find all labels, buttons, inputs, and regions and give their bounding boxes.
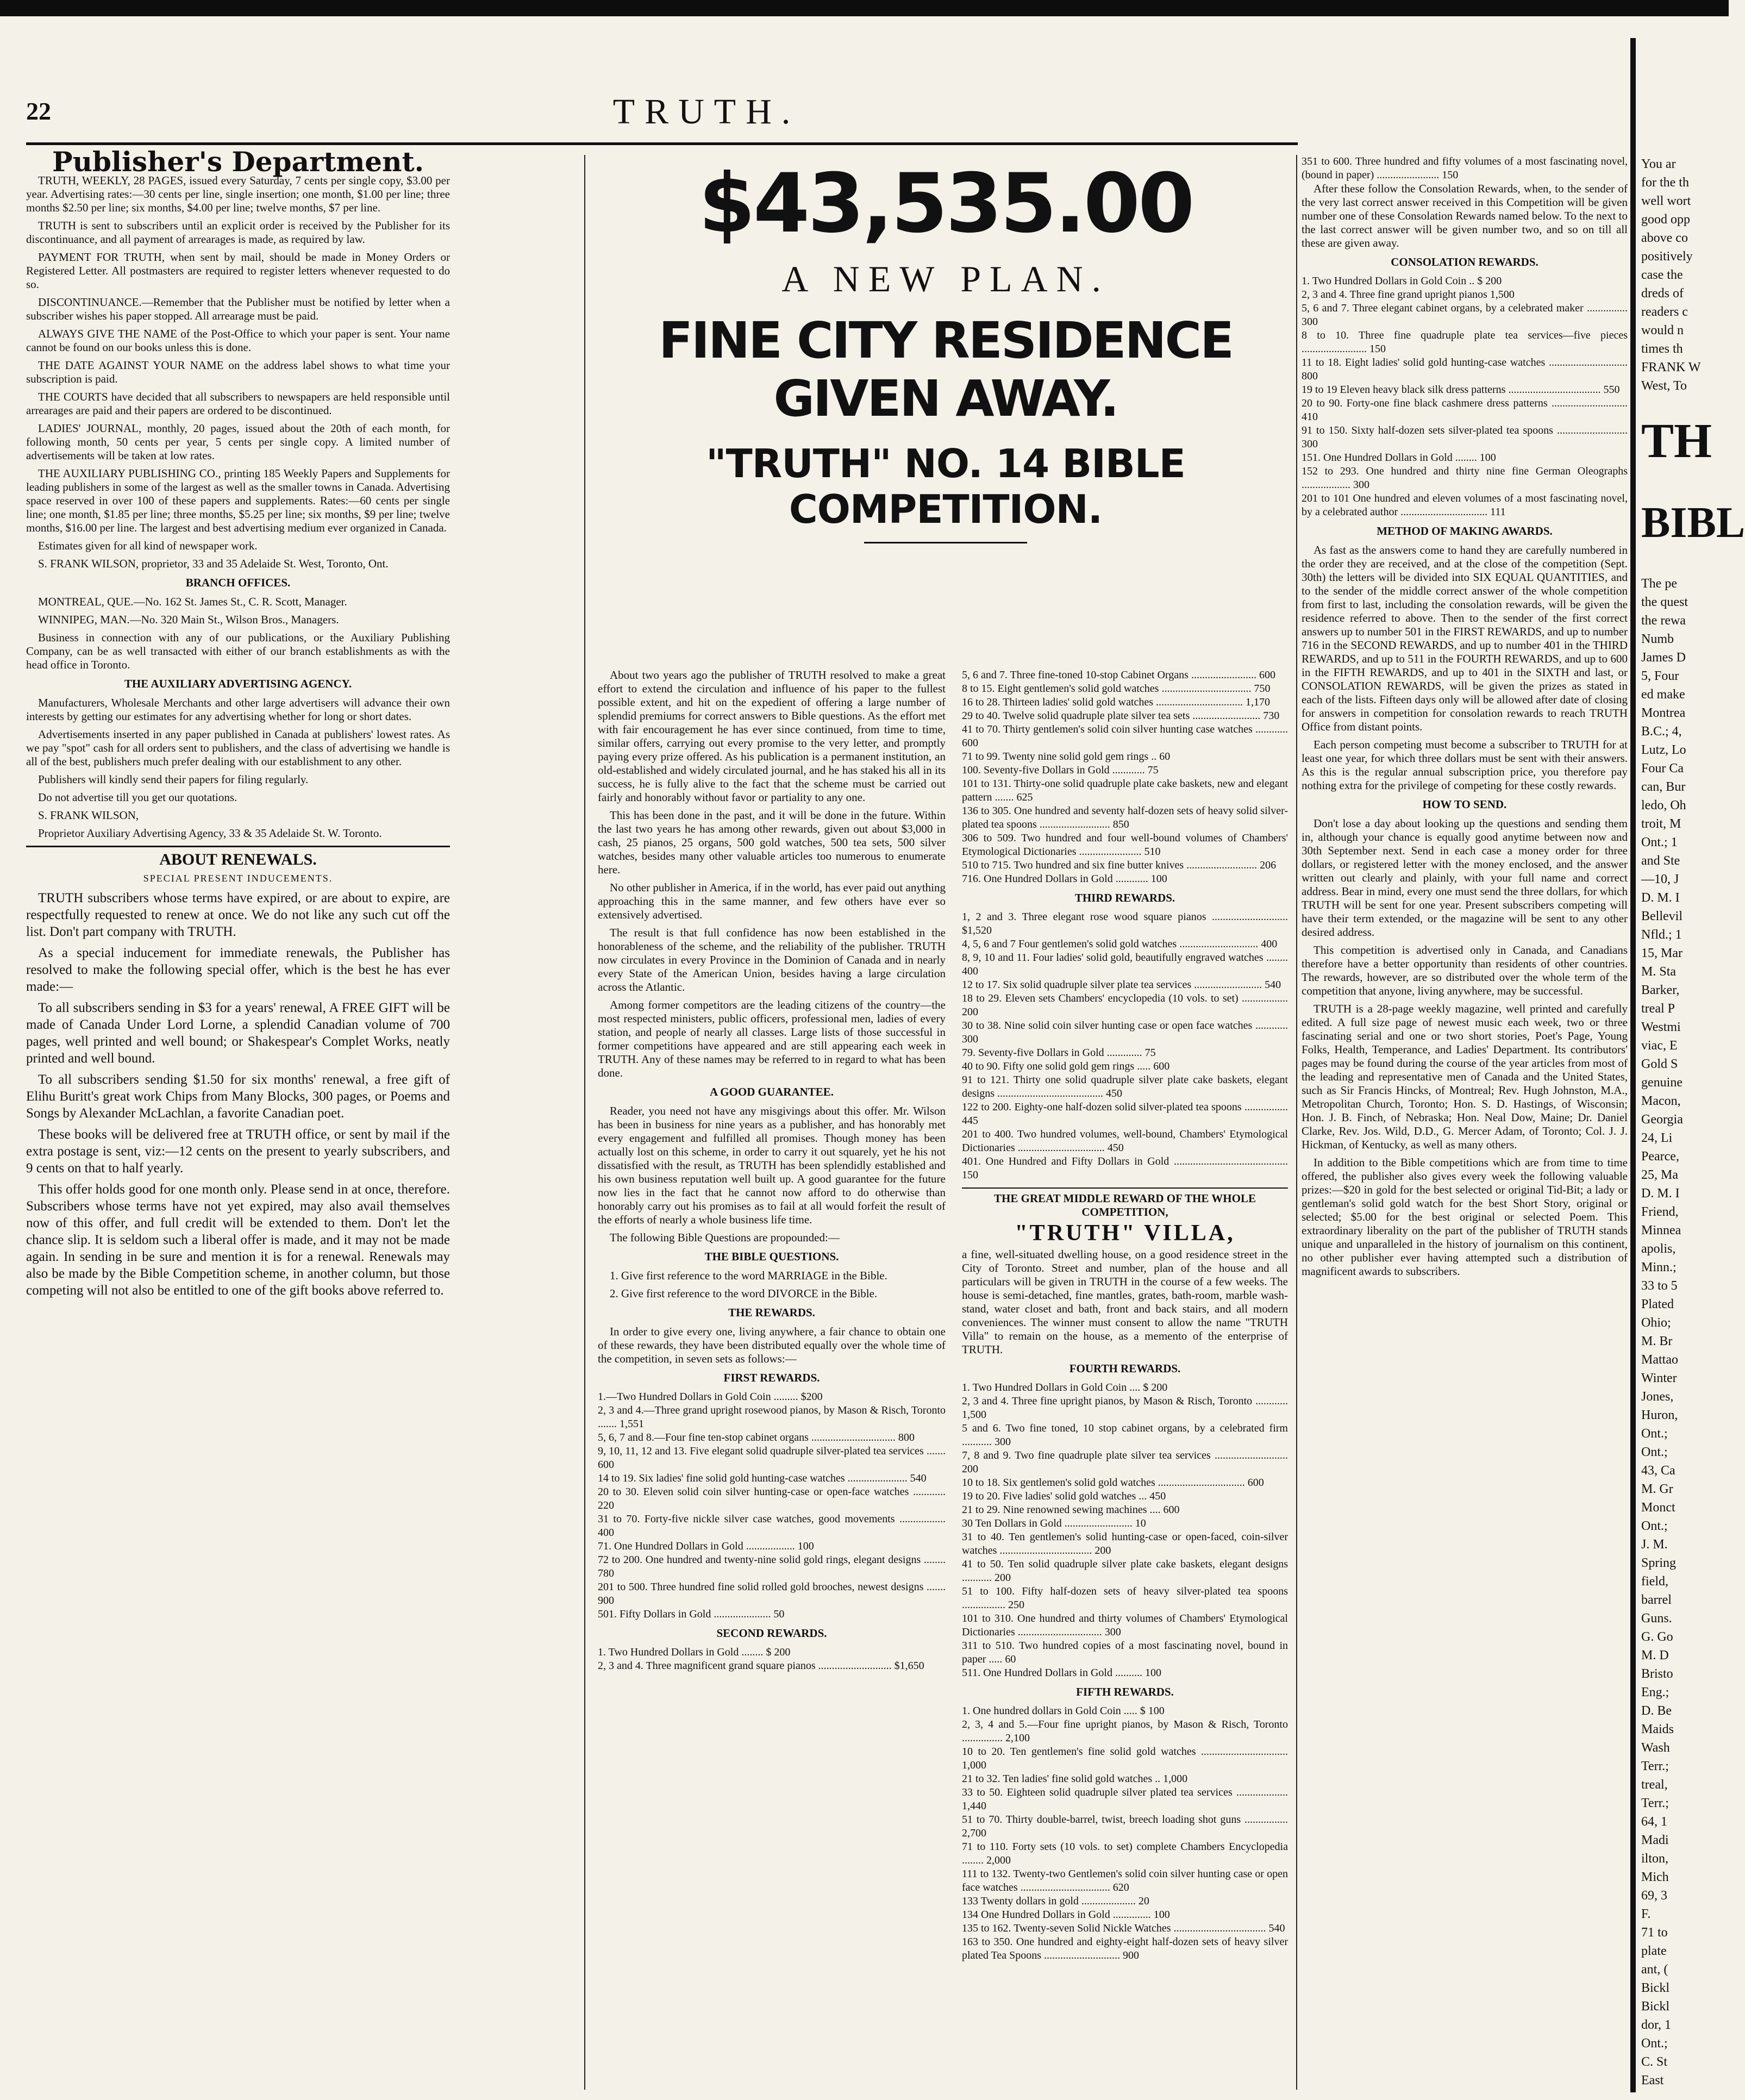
reward-line-11: 716. One Hundred Dollars in Gold ............ 100 (962, 873, 1167, 885)
text-line-35: Minnea (1641, 1223, 1681, 1238)
reward-line-3: 8 to 10. Three fine quadruple plate tea services—five pieces ........................ 150 (1302, 329, 1628, 355)
text-line-43: Winter (1641, 1371, 1677, 1385)
reward-line-6: 20 to 90. Forty-one fine black cashmere dress patterns ............................ 410 (1302, 397, 1628, 423)
reward-line-1: 2, 3 and 4. Three fine grand upright pianos 1,500 (1302, 289, 1515, 301)
reward-line-5: 20 to 30. Eleven solid coin silver hunting-case or open-face watches ............ 220 (598, 1486, 946, 1511)
questions-heading: THE BIBLE QUESTIONS. (704, 1250, 839, 1263)
method-heading: METHOD OF MAKING AWARDS. (1377, 524, 1553, 538)
text-line-56: Guns. (1641, 1611, 1672, 1626)
text-line-21: M. Sta (1641, 965, 1677, 979)
reward-line-10: 135 to 162. Twenty-seven Solid Nickle Watches .................................. 540 (962, 1922, 1285, 1934)
method-text-2: Each person competing must become a subscriber to TRUTH for at least one year, for which three dollars must be sent with their answers. As this is the regular annual subscription price, you therefore pay nothing extra for the privilege of competing for these costly rewards. (1302, 738, 1628, 792)
reward-line-7: 71. One Hundred Dollars in Gold .................. 100 (598, 1540, 814, 1552)
reward-line-5: 19 to 20. Five ladies' solid gold watches ... 450 (962, 1490, 1166, 1502)
text-line-2: No other publisher in America, if in the world, has ever paid out anything approaching this in the same manner, and few others have ever so extensively advertised. (598, 881, 946, 921)
text-line-3: Do not advertise till you get our quotations. (38, 791, 237, 804)
reward-line-9: 134 One Hundred Dollars in Gold .............. 100 (962, 1909, 1170, 1921)
reward-line-3: 9, 10, 11, 12 and 13. Five elegant solid quadruple silver-plated tea services ....... 600 (598, 1445, 946, 1471)
text-line-23: treal P (1641, 1002, 1675, 1016)
renewals-subheading: SPECIAL PRESENT INDUCEMENTS. (143, 873, 333, 884)
text-line-78: dor, 1 (1641, 2018, 1672, 2032)
text-line-3: DISCONTINUANCE.—Remember that the Publisher must be notified by letter when a subscriber wishes his paper stopped. All arrearage must be paid. (26, 296, 450, 322)
column-title: Publisher's Department. (52, 146, 424, 178)
text-line-10: S. FRANK WILSON, proprietor, 33 and 35 Adelaide St. West, Toronto, Ont. (38, 557, 389, 570)
reward-line-5: 30 to 38. Nine solid coin silver hunting case or open face watches ............ 300 (962, 1020, 1288, 1045)
reward-line-1: 2, 3, 4 and 5.—Four fine upright pianos, by Mason & Risch, Toronto ............... 2,100 (962, 1718, 1288, 1744)
reward-line-9: 122 to 200. Eighty-one half-dozen solid silver-plated tea spoons ................ 445 (962, 1101, 1288, 1127)
text-line-40: Ohio; (1641, 1316, 1671, 1330)
reward-line-0: 1. Two Hundred Dollars in Gold Coin .... $ 200 (962, 1382, 1168, 1393)
fourth-rewards-list (962, 1381, 1288, 1680)
text-line-29: Georgia (1641, 1112, 1683, 1127)
reward-line-8: 151. One Hundred Dollars in Gold ........ 100 (1302, 452, 1496, 464)
text-line-3: In addition to the Bible competitions which are from time to time offered, the publisher also gives every week the following valuable prizes:—$20 in gold for the best selected or original Tid-Bit; a lady or gentleman's solid gold watch for the best Short Story, original or selected; $5.00 for the best original or selected Poem. This extraordinary liberality on the part of the publisher of TRUTH stands unique and unparalleled in the history of journalism on this continent, no other publisher ever having attempted such a distribution of magnificent awards to subscribers. (1302, 1156, 1628, 1278)
text-line-18: Bellevil (1641, 909, 1683, 923)
text-line-47: Ont.; (1641, 1445, 1668, 1459)
text-line-3: Numb (1641, 632, 1674, 646)
reward-line-2: 8, 9, 10 and 11. Four ladies' solid gold, beautifully engraved watches ........ 400 (962, 952, 1288, 977)
reward-line-10: 201 to 101 One hundred and eleven volumes of a most fascinating novel, by a celebrated author ................................ 111 (1302, 492, 1628, 518)
text-line-6: ed make (1641, 688, 1685, 702)
text-line-31: Pearce, (1641, 1149, 1679, 1164)
text-line-27: genuine (1641, 1076, 1683, 1090)
reward-line-4: 41 to 70. Thirty gentlemen's solid coin silver hunting case watches ............ 600 (962, 723, 1288, 749)
rewards-heading: THE REWARDS. (728, 1306, 815, 1319)
text-line-66: Terr.; (1641, 1796, 1669, 1810)
reward-line-2: 5 and 6. Two fine toned, 10 stop cabinet organs, by a celebrated firm ........... 300 (962, 1422, 1288, 1448)
text-line-73: 71 to (1641, 1926, 1668, 1940)
text-line-54: field, (1641, 1574, 1668, 1589)
reward-line-11: 401. One Hundred and Fifty Dollars in Gold .......................................... 150 (962, 1155, 1288, 1181)
text-line-3: The result is that full confidence has now been established in the honorableness of the scheme, and the reliability of the publisher. TRUTH now circulates in every Province in the Dominion of Canada and in nearly every State of the American Union, besides having a large circulation across the Atlantic. (598, 926, 946, 993)
text-line-65: treal, (1641, 1778, 1668, 1792)
text-line-6: case the (1641, 268, 1683, 282)
publishers-department-column (26, 146, 450, 2090)
text-line-0: TRUTH subscribers whose terms have expired, or are about to expire, are respectfully requested to renew at once. We do not like any such cut off the list. Don't part company with TRUTH. (26, 891, 450, 939)
text-line-0: About two years ago the publisher of TRUTH resolved to make a great effort to extend the circulation and influence of his paper to the fullest possible extent, and hit on the expedient of offering a large number of splendid premiums for correct answers to Bible questions. As the effort met with fair encouragement he has ever since continued, from time to time, similar offers, carrying out every promise to the very letter, and promptly paying every prize offered. As his publication is a permanent institution, an old-established and widely circulated journal, and he has staked his all in its success, he is fully alive to the fact that the scheme must be carried out fairly and honorably without favor or partiality to any one. (598, 668, 946, 804)
text-line-64: Terr.; (1641, 1759, 1669, 1773)
text-line-41: M. Br (1641, 1334, 1673, 1348)
consolation-intro: After these follow the Consolation Rewards, when, to the sender of the very last correct answer received in this Competition will be given number one of these Consolation Rewards named below. To the next to the last correct answer will be given number two, and so on till all these are given away. (1302, 182, 1628, 249)
header-rule (26, 142, 1298, 145)
publisher-notices (26, 174, 450, 571)
reward-line-11: 101 to 310. One hundred and thirty volumes of Chambers' Etymological Dictionaries ............................... 300 (962, 1612, 1288, 1638)
villa-description: a fine, well-situated dwelling house, on a good residence street in the City of Toronto. Street and number, plan of the house and all particulars will be given in TRUTH in the course of a few weeks. The house is semi-detached, fine mantles, grates, bath-room, marble wash-stand, water closet and bath, front and back stairs, and all modern conveniences. The winner must consent to allow the name "TRUTH Villa" to remain on the house, as a memento of the enterprise of TRUTH. (962, 1248, 1288, 1356)
text-line-5: 5, Four (1641, 669, 1679, 683)
text-line-60: Eng.; (1641, 1685, 1669, 1699)
awards-column (1302, 155, 1628, 2090)
rewards-intro: In order to give every one, living anywhere, a fair chance to obtain one of these rewards, they have been distributed equally over the whole time of the competition, in seven sets as follows:— (598, 1325, 946, 1365)
text-line-3: To all subscribers sending $1.50 for six months' renewal, a free gift of Elihu Buritt's great work Chips from Many Blocks, 300 pages, or Poems and Songs by Alexander McLachlan, a favorite Canadian poet. (26, 1072, 450, 1121)
text-line-12: West, To (1641, 379, 1687, 393)
text-line-0: Reader, you need not have any misgivings about this offer. Mr. Wilson has been in business for nine years as a publisher, and has honorably met every engagement and fulfilled all promises. Though money has been actually lost on this scheme, in order to carry it out squarely, yet he his not dissatisfied with the result, as TRUTH has been splendidly established and his own business reputation well built up. A good guarantee for the future now lies in the fact that he cannot now afford to do otherwise than honorably carry out his promises as to fail at all would forfeit the result of the efforts of nearly a whole business life time. (598, 1104, 946, 1226)
reward-line-1: 2, 3 and 4.—Three grand upright rosewood pianos, by Mason & Risch, Toronto ....... 1,551 (598, 1404, 946, 1430)
text-line-4: above co (1641, 231, 1688, 245)
reward-line-0: 5, 6 and 7. Three fine-toned 10-stop Cabinet Organs ........................ 600 (962, 669, 1275, 681)
text-line-42: Mattao (1641, 1353, 1678, 1367)
text-line-19: Nfld.; 1 (1641, 928, 1682, 942)
text-line-71: 69, 3 (1641, 1889, 1667, 1903)
reward-line-2: 5, 6 and 7. Three elegant cabinet organs, by a celebrated maker ............... 300 (1302, 302, 1628, 328)
text-line-32: 25, Ma (1641, 1168, 1678, 1182)
reward-line-10: 51 to 100. Fifty half-dozen sets of heavy silver-plated tea spoons ................ 250 (962, 1585, 1288, 1611)
text-line-59: Bristo (1641, 1667, 1673, 1681)
reward-line-7: 30 Ten Dollars in Gold ......................... 10 (962, 1517, 1146, 1529)
text-line-8: THE AUXILIARY PUBLISHING CO., printing 185 Weekly Papers and Supplements for leading publishers in some of the largest as well as the smaller towns in Canada. Advertising space reserved in over 100 of these papers and supplements. Rates:—60 cents per single line; one month, $1.85 per line; three months, $5.25 per line; six months, $9 per line; twelve months, $16.00 per line. The largest and best advertising medium ever organized in Canada. (26, 467, 450, 534)
reward-line-5: 51 to 70. Thirty double-barrel, twist, breech loading shot guns ................ 2,700 (962, 1814, 1288, 1839)
text-line-61: D. Be (1641, 1704, 1672, 1718)
reward-line-1: 2, 3 and 4. Three fine upright pianos, by Mason & Risch, Toronto ............ 1,500 (962, 1395, 1288, 1421)
text-line-5: This offer holds good for one month only. Please send in at once, therefore. Subscribers whose terms have not yet expired, may also avail themselves now of this offer, and full credit will be extended to them. Don't let the chance slip. It is seldom such a liberal offer is made, and it may not be made again. In sending in be sure and mention it is for a renewal. Renewals may also be made by the Bible Competition scheme, in another column, but those competing will not also be entitled to one of the gift books above referred to. (26, 1182, 450, 1298)
competition-headline: "TRUTH" NO. 14 BIBLE COMPETITION. (706, 441, 1185, 532)
reward-line-11: 163 to 350. One hundred and eighty-eight half-dozen sets of heavy silver plated Tea Spoons ............................ 900 (962, 1936, 1288, 1961)
text-line-0: You ar (1641, 157, 1676, 171)
text-line-2: To all subscribers sending in $3 for a years' renewal, A FREE GIFT will be made of Canada Under Lord Lorne, a splendid Canadian volume of 700 pages, well printed and well bound; or Shakespear's Complet Works, neatly printed and well bound. (26, 1001, 450, 1066)
fifth-rewards-heading: FIFTH REWARDS. (1076, 1685, 1174, 1698)
text-line-68: Madi (1641, 1833, 1669, 1847)
text-line-69: ilton, (1641, 1852, 1669, 1866)
prize-amount: $43,535.00 (698, 157, 1193, 251)
reward-line-10: 510 to 715. Two hundred and six fine butter knives .......................... 206 (962, 859, 1277, 871)
masthead: TRUTH. (612, 92, 800, 132)
text-line-77: Bickl (1641, 1999, 1669, 2014)
text-line-44: Jones, (1641, 1390, 1674, 1404)
consolation-heading: CONSOLATION REWARDS. (1391, 255, 1538, 268)
cropped-big-1: TH (1641, 414, 1712, 468)
top-border (0, 0, 1729, 16)
cropped-lines-top (1641, 155, 1728, 395)
reward-line-4: 11 to 18. Eight ladies' solid gold hunting-case watches ............................. 800 (1302, 357, 1628, 382)
reward-line-7: 111 to 132. Twenty-two Gentlemen's solid coin silver hunting case or open face watches ................................. 620 (962, 1868, 1288, 1893)
reward-line-0: 1.—Two Hundred Dollars in Gold Coin ......... $200 (598, 1391, 823, 1403)
residence-headline: FINE CITY RESIDENCE GIVEN AWAY. (659, 311, 1233, 428)
text-line-13: troit, M (1641, 817, 1681, 831)
page-number: 22 (26, 97, 51, 125)
method-text: As fast as the answers come to hand they are carefully numbered in the order they are received, and at the close of the competition (Sept. 30th) the letters will be divided into SIX EQUAL QUANTITIES, and to the sender of the middle correct answer of the whole competition from first to last, including the consolation rewards, will be given the residence referred to above. Then to the sender of the first correct answers up to number 501 in the FIRST REWARDS, and up to number 716 in the SECOND REWARDS, and up to number 401 in the THIRD REWARDS, and up to 511 in the FOURTH REWARDS, and up to 600 in the FIFTH REWARDS, and up to 401 in the SIXTH and last, or CONSOLATION REWARDS, will be given the prizes as stated in each of the lists. Fifteen days only will be allowed after date of closing for answers in competition for consolation rewards to reach TRUTH Office from distant points. (1302, 543, 1628, 733)
text-line-37: Minn.; (1641, 1260, 1677, 1274)
text-line-8: B.C.; 4, (1641, 724, 1682, 739)
second-rewards-heading: SECOND REWARDS. (716, 1627, 827, 1640)
how-to-send-heading: HOW TO SEND. (1422, 798, 1507, 811)
reward-line-1: 2, 3 and 4. Three magnificent grand square pianos ........................... $1,650 (598, 1660, 924, 1672)
text-line-1: the quest (1641, 595, 1688, 609)
text-line-25: viac, E (1641, 1039, 1678, 1053)
text-line-7: dreds of (1641, 286, 1684, 301)
banner-rule (864, 542, 1027, 543)
text-line-5: Proprietor Auxiliary Advertising Agency, 33 & 35 Adelaide St. W. Toronto. (38, 827, 382, 840)
fifth-rewards-list (962, 1704, 1288, 1962)
reward-line-5: 71 to 99. Twenty nine solid gold gem rings .. 60 (962, 751, 1171, 762)
reward-line-5: 19 to 19 Eleven heavy black silk dress patterns .................................. 550 (1302, 384, 1620, 396)
text-line-9: would n (1641, 323, 1684, 338)
guarantee-text (598, 1104, 946, 1245)
competition-column-right (962, 668, 1288, 2092)
second-rewards-continued (962, 668, 1288, 886)
text-line-57: G. Go (1641, 1630, 1673, 1644)
agency-heading: THE AUXILIARY ADVERTISING AGENCY. (124, 677, 352, 690)
text-line-3: good opp (1641, 212, 1690, 227)
cropped-lines-bottom (1641, 574, 1728, 2090)
how-to-send-text (1302, 817, 1628, 1278)
text-line-7: Montrea (1641, 706, 1686, 720)
villa-heading: THE GREAT MIDDLE REWARD OF THE WHOLE COMPETITION, (962, 1188, 1288, 1219)
text-line-39: Plated (1641, 1297, 1674, 1311)
text-line-14: Ont.; 1 (1641, 835, 1678, 849)
text-line-2: the rewa (1641, 614, 1686, 628)
text-line-28: Macon, (1641, 1094, 1681, 1108)
reward-line-6: 21 to 29. Nine renowned sewing machines .... 600 (962, 1504, 1180, 1516)
text-line-6: THE COURTS have decided that all subscribers to newspapers are held responsible until arrearages are paid and their papers are ordered to be discontinued. (26, 390, 450, 417)
reward-line-3: 7, 8 and 9. Two fine quadruple plate silver tea services ........................... 200 (962, 1449, 1288, 1475)
text-line-1: TRUTH is sent to subscribers until an explicit order is received by the Publisher for its discontinuance, and all payment of arrearages is made, as required by law. (26, 219, 450, 246)
reward-line-6: 31 to 70. Forty-five nickle silver case watches, good movements ................. 400 (598, 1513, 946, 1539)
cropped-next-page-column (1641, 155, 1745, 2090)
text-line-62: Maids (1641, 1722, 1674, 1736)
guarantee-heading: A GOOD GUARANTEE. (709, 1085, 834, 1098)
text-line-16: —10, J (1641, 872, 1679, 886)
text-line-46: Ont.; (1641, 1427, 1668, 1441)
text-line-17: D. M. I (1641, 891, 1680, 905)
branch-offices (26, 595, 450, 672)
page-edge (1630, 38, 1636, 2092)
text-line-11: FRANK W (1641, 360, 1701, 374)
text-line-2: Business in connection with any of our publications, or the Auxiliary Publishing Company, can be as well transacted with either of our branch establishments as with the head office in Toronto. (26, 631, 450, 671)
reward-line-0: 1. Two Hundred Dollars in Gold Coin .. $ 200 (1302, 275, 1502, 287)
text-line-4: These books will be delivered free at TRUTH office, or sent by mail if the extra postage is sent, viz:—12 cents on the present to yearly subscribers, and 9 cents on that to half yearly. (26, 1127, 450, 1176)
text-line-8: readers c (1641, 305, 1688, 319)
text-line-10: Four Ca (1641, 761, 1684, 776)
reward-line-2: 10 to 20. Ten gentlemen's fine solid gold watches ................................ 1,000 (962, 1746, 1288, 1771)
competition-column-left (598, 668, 946, 2092)
reward-line-0: 1. Two Hundred Dollars in Gold ........ $ 200 (598, 1646, 791, 1658)
reward-line-3: 12 to 17. Six solid quadruple silver plate tea services ......................... 540 (962, 979, 1281, 991)
intro-paragraphs (598, 668, 946, 1080)
reward-line-10: 201 to 400. Two hundred volumes, well-bound, Chambers' Etymological Dictionaries ................................ 450 (962, 1128, 1288, 1154)
text-line-2: PAYMENT FOR TRUTH, when sent by mail, should be made in Money Orders or Registered Letter. All postmasters are required to register letters whenever requested to do so. (26, 251, 450, 291)
text-line-53: Spring (1641, 1556, 1677, 1570)
text-line-1: The following Bible Questions are propounded:— (610, 1231, 840, 1244)
text-line-2: well wort (1641, 194, 1691, 208)
text-line-26: Gold S (1641, 1057, 1678, 1071)
reward-line-4: 14 to 19. Six ladies' fine solid gold hunting-case watches ...................... 540 (598, 1472, 927, 1484)
reward-line-9: 41 to 50. Ten solid quadruple silver plate cake baskets, elegant designs ........... 200 (962, 1558, 1288, 1584)
third-rewards-heading: THIRD REWARDS. (1074, 891, 1175, 904)
text-line-36: apolis, (1641, 1242, 1676, 1256)
reward-line-10: 501. Fifty Dollars in Gold ..................... 50 (598, 1608, 785, 1620)
reward-line-8: 31 to 40. Ten gentlemen's solid hunting-case or open-faced, coin-silver watches .................................. 200 (962, 1531, 1288, 1557)
text-line-4: Among former competitors are the leading citizens of the country—the most respected ministers, public officers, professional men, ladies of every station, and people of nearly all classes. Large lists of those successful in former competitions have appeared and are still appearing each week in TRUTH. Any of these names may be referred to in regard to what has been done. (598, 998, 946, 1079)
text-line-51: Ont.; (1641, 1519, 1668, 1533)
text-line-49: M. Gr (1641, 1482, 1673, 1496)
text-line-0: TRUTH, WEEKLY, 28 PAGES, issued every Saturday, 7 cents per single copy, $3.00 per year. Advertising rates:—30 cents per line, single insertion; one month, $1.00 per line; three months $2.50 per line; six months, $4.00 per line; twelve months, $7 per line. (26, 174, 450, 214)
text-line-5: THE DATE AGAINST YOUR NAME on the address label shows to what time your subscription is paid. (26, 359, 450, 385)
text-line-74: plate (1641, 1944, 1667, 1958)
reward-line-1: 8 to 15. Eight gentlemen's solid gold watches ................................. 750 (962, 683, 1271, 695)
reward-line-0: 1. One hundred dollars in Gold Coin ..... $ 100 (962, 1705, 1165, 1717)
fourth-rewards-heading: FOURTH REWARDS. (1069, 1362, 1181, 1375)
text-line-1: for the th (1641, 176, 1689, 190)
reward-line-9: 306 to 509. Two hundred and four well-bound volumes of Chambers' Etymological Dictionaries ....................... 510 (962, 832, 1288, 858)
text-line-1: 2. Give first reference to the word DIVORCE in the Bible. (610, 1287, 878, 1300)
first-rewards-list (598, 1390, 946, 1621)
text-line-24: Westmi (1641, 1020, 1681, 1034)
new-plan: A NEW PLAN. (781, 258, 1110, 299)
reward-line-6: 79. Seventy-five Dollars in Gold ............. 75 (962, 1047, 1156, 1059)
reward-line-3: 29 to 40. Twelve solid quadruple plate silver tea sets ......................... 730 (962, 710, 1280, 722)
text-line-70: Mich (1641, 1870, 1669, 1884)
reward-line-4: 10 to 18. Six gentlemen's solid gold watches ................................ 600 (962, 1477, 1264, 1489)
reward-line-6: 71 to 110. Forty sets (10 vols. to set) complete Chambers Encyclopedia ........ 2,000 (962, 1841, 1288, 1866)
text-line-0: MONTREAL, QUE.—No. 162 St. James St., C. R. Scott, Manager. (38, 595, 347, 608)
text-line-1: As a special inducement for immediate renewals, the Publisher has resolved to make the following special offer, which is the best he has ever made:— (26, 946, 450, 994)
villa-title: "TRUTH" VILLA, (1015, 1221, 1235, 1246)
column-divider (584, 155, 585, 2090)
reward-line-9: 201 to 500. Three hundred fine solid rolled gold brooches, newest designs ....... 900 (598, 1581, 946, 1607)
text-line-55: barrel (1641, 1593, 1672, 1607)
text-line-72: F. (1641, 1907, 1651, 1921)
text-line-0: 1. Give first reference to the word MARRIAGE in the Bible. (610, 1269, 887, 1282)
competition-banner (587, 158, 1304, 543)
text-line-45: Huron, (1641, 1408, 1678, 1422)
branch-offices-heading: BRANCH OFFICES. (185, 576, 291, 589)
reward-line-8: 133 Twenty dollars in gold .................... 20 (962, 1895, 1149, 1907)
reward-line-0: 1, 2 and 3. Three elegant rose wood square pianos ............................ $1,520 (962, 911, 1288, 936)
reward-line-4: 18 to 29. Eleven sets Chambers' encyclopedia (10 vols. to set) ................. 200 (962, 992, 1288, 1018)
text-line-7: LADIES' JOURNAL, monthly, 20 pages, issued about the 20th of each month, for following month, 50 cents per year, 5 cents per single copy. A limited number of advertisements will be taken at low rates. (26, 422, 450, 462)
text-line-2: TRUTH is a 28-page weekly magazine, well printed and carefully edited. A full size page of newest music each week, two or three fascinating serial and one or two short stories, Poet's Page, Young Folks, Health, Temperance, and Ladies' Department. Its contributors' pages may be found during the course of the year articles from most of the leading and representative men of Canada and the United States, such as Sir Francis Hincks, of Montreal; Rev. Hugh Johnston, M.A., Metropolitan Church, Toronto; Hon. S. D. Hastings, of Wisconsin; Hon. J. B. Finch, of Nebraska; Hon. Neal Dow, Maine; Dr. Daniel Clarke, Rev. Jos. Wild, D.D., G. Mercer Adam, of Toronto; Col. J. J. Hickman, of Kentucky, as well as many others. (1302, 1002, 1628, 1151)
cropped-big-2: BIBL (1641, 499, 1745, 547)
reward-line-8: 72 to 200. One hundred and twenty-nine solid gold rings, elegant designs ........ 780 (598, 1554, 946, 1579)
third-rewards-list (962, 910, 1288, 1182)
reward-line-1: 4, 5, 6 and 7 Four gentlemen's solid gold watches ............................. 400 (962, 938, 1278, 950)
text-line-4: James D (1641, 651, 1686, 665)
text-line-11: can, Bur (1641, 780, 1686, 794)
text-line-79: Ont.; (1641, 2036, 1668, 2051)
bible-questions (598, 1269, 946, 1301)
sixth-rewards-tail: 351 to 600. Three hundred and fifty volumes of a most fascinating novel, (bound in paper) ....................... 150 (1302, 155, 1628, 181)
text-line-4: S. FRANK WILSON, (38, 809, 139, 822)
text-line-76: Bickl (1641, 1981, 1669, 1995)
text-line-80: C. St (1641, 2055, 1668, 2069)
text-line-30: 24, Li (1641, 1131, 1673, 1145)
text-line-1: WINNIPEG, MAN.—No. 320 Main St., Wilson Bros., Managers. (38, 613, 339, 626)
reward-line-8: 136 to 305. One hundred and seventy half-dozen sets of heavy solid silver-plated tea spoons .......................... 850 (962, 805, 1288, 830)
text-line-0: Don't lose a day about looking up the questions and sending them in, although your chance is equally good anytime between now and 30th September next. Send in each case a money order for three dollars, or registered letter with the money enclosed, and the answer written out clearly and plainly, with your full name and correct address. Bear in mind, every one must send the three dollars, for which TRUTH will be sent for one year. Present subscribers competing will have their term extended, or the magazine will be sent to any other desired address. (1302, 817, 1628, 939)
reward-line-12: 311 to 510. Two hundred copies of a most fascinating novel, bound in paper ..... 60 (962, 1640, 1288, 1665)
text-line-48: 43, Ca (1641, 1464, 1675, 1478)
text-line-34: Friend, (1641, 1205, 1679, 1219)
text-line-33: D. M. I (1641, 1186, 1680, 1201)
text-line-9: Lutz, Lo (1641, 743, 1686, 757)
consolation-list (1302, 274, 1628, 519)
text-line-38: 33 to 5 (1641, 1279, 1678, 1293)
second-rewards-list (598, 1646, 946, 1673)
text-line-20: 15, Mar (1641, 946, 1683, 960)
renewals-text (26, 890, 450, 1299)
text-line-81: East (1641, 2073, 1664, 2088)
reward-line-7: 91 to 150. Sixty half-dozen sets silver-plated tea spoons .......................... 300 (1302, 424, 1628, 450)
reward-line-7: 101 to 131. Thirty-one solid quadruple plate cake baskets, new and elegant pattern ....... 625 (962, 778, 1288, 803)
text-line-2: Publishers will kindly send their papers for filing regularly. (38, 773, 309, 786)
text-line-15: and Ste (1641, 854, 1680, 868)
text-line-12: ledo, Oh (1641, 798, 1686, 812)
text-line-50: Monct (1641, 1501, 1675, 1515)
text-line-52: J. M. (1641, 1538, 1668, 1552)
text-line-4: ALWAYS GIVE THE NAME of the Post-Office to which your paper is sent. Your name cannot be found on our books unless this is done. (26, 327, 450, 354)
reward-line-7: 40 to 90. Fifty one solid gold gem rings ..... 600 (962, 1060, 1170, 1072)
reward-line-2: 5, 6, 7 and 8.—Four fine ten-stop cabinet organs ............................... 800 (598, 1432, 915, 1443)
text-line-0: Manufacturers, Wholesale Merchants and other large advertisers will advance their own interests by getting our estimates for any advertising whether for long or short dates. (26, 696, 450, 723)
text-line-5: positively (1641, 249, 1693, 264)
text-line-10: times th (1641, 342, 1683, 356)
reward-line-9: 152 to 293. One hundred and thirty nine fine German Oleographs .................. 300 (1302, 465, 1628, 491)
reward-line-6: 100. Seventy-five Dollars in Gold ............ 75 (962, 764, 1159, 776)
agency-notices (26, 696, 450, 840)
text-line-1: This has been done in the past, and it will be done in the future. Within the last two years he has among other rewards, given out about $3,000 in cash, 25 pianos, 25 organs, 500 gold watches, 500 tea sets, 500 silver watches, besides many other valuable articles too numerous to enumerate here. (598, 809, 946, 876)
text-line-75: ant, ( (1641, 1962, 1668, 1977)
reward-line-4: 33 to 50. Eighteen solid quadruple silver plated tea services ................... 1,440 (962, 1786, 1288, 1812)
reward-line-2: 16 to 28. Thirteen ladies' solid gold watches ................................ 1,170 (962, 696, 1271, 708)
reward-line-13: 511. One Hundred Dollars in Gold .......... 100 (962, 1667, 1161, 1679)
renewals-heading: ABOUT RENEWALS. (26, 846, 450, 866)
text-line-63: Wash (1641, 1741, 1670, 1755)
text-line-9: Estimates given for all kind of newspaper work. (38, 539, 258, 552)
reward-line-8: 91 to 121. Thirty one solid quadruple silver plate cake baskets, elegant designs ....................................... 450 (962, 1074, 1288, 1099)
text-line-0: The pe (1641, 577, 1677, 591)
text-line-1: Advertisements inserted in any paper published in Canada at publishers' lowest rates. As we pay "spot" cash for all orders sent to publishers, and the class of advertising we handle is all of the best, publishers much prefer dealing with our establishment to any other. (26, 728, 450, 768)
reward-line-3: 21 to 32. Ten ladies' fine solid gold watches .. 1,000 (962, 1773, 1188, 1785)
text-line-67: 64, 1 (1641, 1815, 1667, 1829)
text-line-58: M. D (1641, 1648, 1669, 1662)
text-line-22: Barker, (1641, 983, 1680, 997)
first-rewards-heading: FIRST REWARDS. (723, 1371, 820, 1384)
text-line-1: This competition is advertised only in Canada, and Canadians therefore have a better opportunity than residents of other countries. The rewards, however, are so distributed over the whole term of the competition that anyone, living anywhere, may be successful. (1302, 943, 1628, 997)
